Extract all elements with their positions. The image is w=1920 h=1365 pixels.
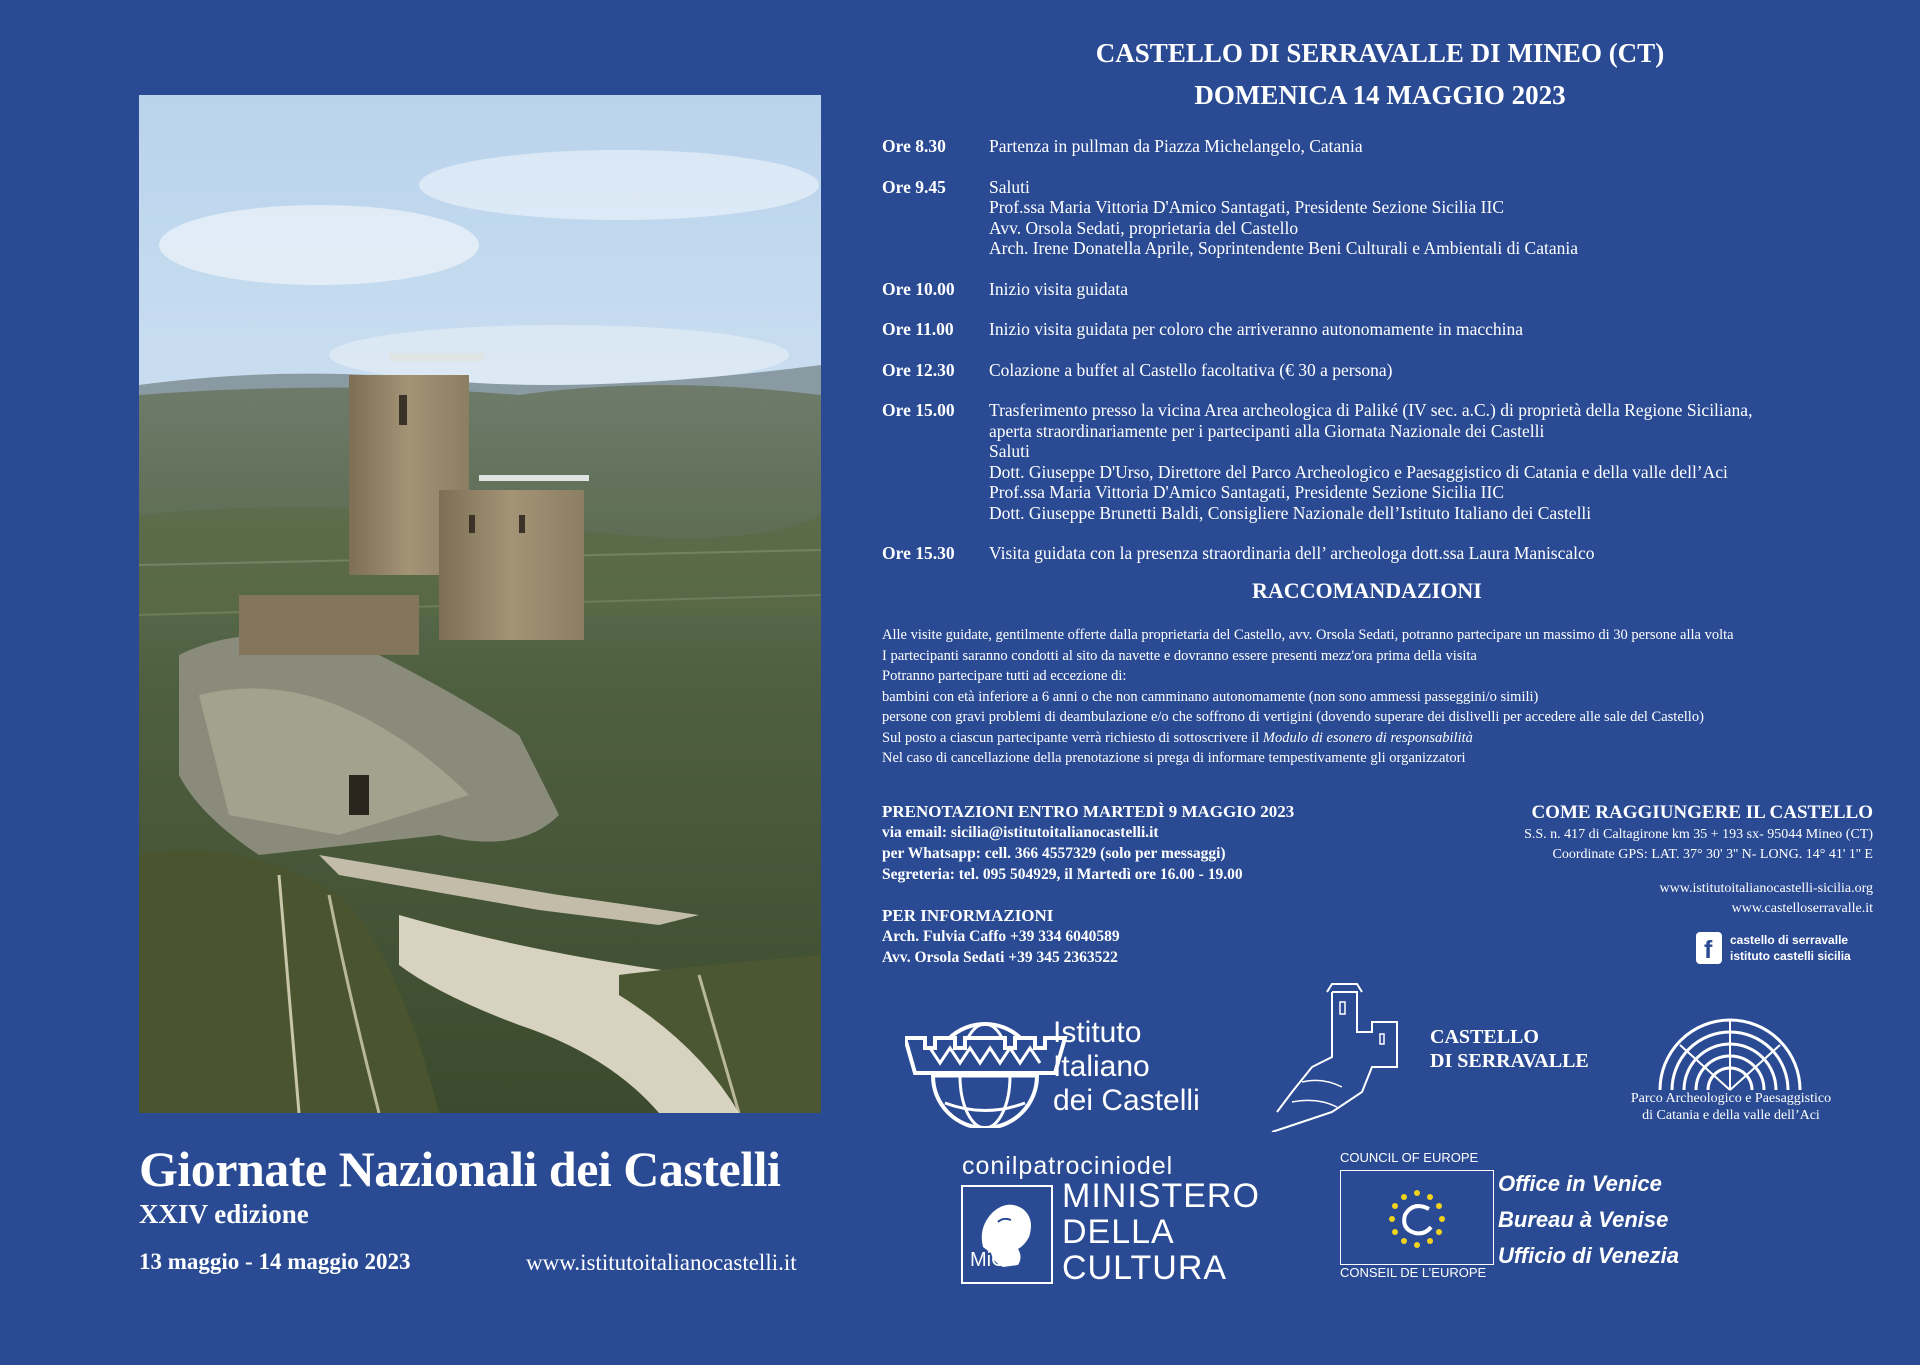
directions-section: [1524, 801, 1873, 919]
booking-title: PRENOTAZIONI ENTRO MARTEDÌ 9 MAGGIO 2023: [882, 802, 1295, 821]
recommendation-line: I partecipanti saranno condotti al sito da navette e dovranno essere presenti mezz'ora prima della visita: [882, 647, 1477, 664]
program-item: [882, 400, 1882, 523]
program-text: Inizio visita guidata per coloro che arriveranno autonomamente in macchina: [989, 319, 1524, 339]
program-item: [882, 279, 1882, 300]
castle-photo: [139, 95, 821, 1113]
castle-address: S.S. n. 417 di Caltagirone km 35 + 193 sx- 95044 Mineo (CT): [1524, 827, 1873, 842]
logo-text-line: Office in Venice: [1498, 1171, 1662, 1196]
program-text: Avv. Orsola Sedati, proprietaria del Castello: [989, 217, 1299, 238]
info-contact: Avv. Orsola Sedati +39 345 2363522: [882, 949, 1118, 966]
logo-text-line: Bureau à Venise: [1498, 1207, 1669, 1232]
logo-text-line: DI SERRAVALLE: [1430, 1050, 1589, 1072]
program-time: Ore 10.00: [882, 278, 955, 299]
program-schedule: [882, 136, 1882, 584]
ministry-logo-text: [1062, 1178, 1260, 1286]
program-time: Ore 12.30: [882, 359, 955, 380]
iic-logo-text: [1053, 1016, 1200, 1118]
program-item: [882, 319, 1882, 340]
program-text: Saluti: [989, 176, 1030, 197]
parco-logo-text: [1586, 1090, 1876, 1124]
program-text: Dott. Giuseppe D'Urso, Direttore del Parco Archeologico e Paesaggistico di Catania e della valle dell’Aci: [989, 461, 1728, 482]
program-item: [882, 543, 1882, 564]
logo-text-line: Istituto: [1053, 1016, 1142, 1049]
patronage-label: conilpatrociniodel: [962, 1152, 1174, 1180]
recommendations-title: RACCOMANDAZIONI: [1252, 578, 1482, 603]
council-of-europe-logo: [1340, 1170, 1494, 1265]
facebook-page-name[interactable]: istituto castelli sicilia: [1730, 949, 1851, 963]
logo-text-line: DELLA: [1062, 1213, 1175, 1251]
program-text: Arch. Irene Donatella Aprile, Soprintendente Beni Culturali e Ambientali di Catania: [989, 238, 1579, 258]
program-text: Inizio visita guidata: [989, 278, 1128, 299]
program-time: Ore 8.30: [882, 136, 946, 156]
waiver-form-name: Modulo di esonero di responsabilità: [1262, 729, 1473, 746]
info-title: PER INFORMAZIONI: [882, 906, 1054, 925]
logo-text-line: Italiano: [1053, 1050, 1150, 1083]
booking-section: [882, 801, 1294, 885]
logo-text-line: di Catania e della valle dell’Aci: [1642, 1108, 1820, 1123]
program-item: [882, 360, 1882, 381]
program-time: Ore 15.00: [882, 400, 955, 420]
serravalle-logo-text: [1430, 1025, 1589, 1073]
recommendation-line: Potranno partecipare tutti ad eccezione di:: [882, 668, 1127, 684]
logo-text-line: Parco Archeologico e Paesaggistico: [1630, 1091, 1832, 1106]
recommendation-line: Alle visite guidate, gentilmente offerte dalla proprietaria del Castello, avv. Orsola Sedati, potranno partecipare un massimo di 30 persone alla volta: [882, 627, 1734, 643]
logo-text-line: Ufficio di Venezia: [1498, 1243, 1679, 1268]
program-text: Visita guidata con la presenza straordinaria dell’ archeologa dott.ssa Laura Maniscalco: [989, 543, 1595, 563]
eu-stars-icon: [1341, 1171, 1493, 1264]
recommendation-line: Nel caso di cancellazione della prenotazione si prega di informare tempestivamente gli organizzatori: [882, 750, 1466, 766]
coe-office-text: [1498, 1166, 1679, 1274]
recommendation-line: [882, 728, 1892, 749]
recommendation-line: bambini con età inferiore a 6 anni o che non camminano autonomamente (non sono ammessi passeggini/o simili): [882, 688, 1539, 705]
edition-label: XXIV edizione: [139, 1199, 309, 1229]
gps-coordinates: Coordinate GPS: LAT. 37° 30' 3'' N- LONG. 14° 41' 1'' E: [1552, 847, 1873, 862]
event-date-title: DOMENICA 14 MAGGIO 2023: [1194, 80, 1566, 110]
program-text: Dott. Giuseppe Brunetti Baldi, Consigliere Nazionale dell’Istituto Italiano dei Castelli: [989, 502, 1592, 523]
directions-title: COME RAGGIUNGERE IL CASTELLO: [1531, 802, 1873, 823]
booking-email[interactable]: via email: sicilia@istitutoitalianocastelli.it: [882, 824, 1159, 841]
facebook-page-name[interactable]: castello di serravalle: [1730, 933, 1849, 947]
mic-label: MiC: [970, 1249, 1006, 1271]
info-section: [882, 905, 1120, 968]
facebook-pages[interactable]: [1696, 932, 1851, 964]
parco-archeologico-logo: [1650, 1000, 1810, 1095]
recommendations-text: [882, 625, 1892, 769]
event-title: Giornate Nazionali dei Castelli: [139, 1141, 781, 1197]
program-time: Ore 9.45: [882, 176, 946, 197]
facebook-icon[interactable]: f: [1696, 932, 1722, 964]
info-contact: Arch. Fulvia Caffo +39 334 6040589: [882, 928, 1120, 945]
venue-title: CASTELLO DI SERRAVALLE DI MINEO (CT): [1095, 38, 1665, 68]
logo-text-line: MINISTERO: [1062, 1177, 1260, 1215]
program-text: aperta straordinariamente per i partecipanti alla Giornata Nazionale dei Castelli: [989, 420, 1545, 441]
logo-text-line: CULTURA: [1062, 1249, 1228, 1287]
event-dates: 13 maggio - 14 maggio 2023: [139, 1249, 411, 1274]
website-link[interactable]: www.istitutoitalianocastelli-sicilia.org: [1659, 881, 1873, 896]
program-text: Colazione a buffet al Castello facoltativa (€ 30 a persona): [989, 359, 1393, 380]
program-item: [882, 177, 1882, 259]
program-item: [882, 136, 1882, 157]
logo-text-line: dei Castelli: [1053, 1084, 1200, 1117]
program-text: Prof.ssa Maria Vittoria D'Amico Santagati, Presidente Sezione Sicilia IIC: [989, 197, 1505, 217]
coe-top-label: COUNCIL OF EUROPE: [1340, 1150, 1479, 1165]
coe-bottom-label: CONSEIL DE L’EUROPE: [1340, 1265, 1487, 1280]
booking-office: Segreteria: tel. 095 504929, il Martedì ore 16.00 - 19.00: [882, 866, 1243, 883]
recommendation-line: persone con gravi problemi di deambulazione e/o che soffrono di vertigini (dovendo superare dei dislivelli per accedere alle sale del Castello): [882, 709, 1704, 725]
website-link[interactable]: www.istitutoitalianocastelli.it: [526, 1250, 797, 1275]
website-link[interactable]: www.castelloserravalle.it: [1731, 901, 1873, 916]
booking-whatsapp: per Whatsapp: cell. 366 4557329 (solo per messaggi): [882, 845, 1226, 862]
program-text: Saluti: [989, 441, 1030, 461]
logo-text-line: CASTELLO: [1430, 1026, 1539, 1048]
program-text: Partenza in pullman da Piazza Michelangelo, Catania: [989, 136, 1363, 156]
recommendation-text: Sul posto a ciascun partecipante verrà richiesto di sottoscrivere il: [882, 729, 1263, 746]
program-time: Ore 11.00: [882, 319, 954, 339]
program-time: Ore 15.30: [882, 543, 955, 563]
program-text: Prof.ssa Maria Vittoria D'Amico Santagati, Presidente Sezione Sicilia IIC: [989, 482, 1505, 502]
program-text: Trasferimento presso la vicina Area archeologica di Paliké (IV sec. a.C.) di proprietà della Regione Siciliana,: [989, 400, 1753, 420]
